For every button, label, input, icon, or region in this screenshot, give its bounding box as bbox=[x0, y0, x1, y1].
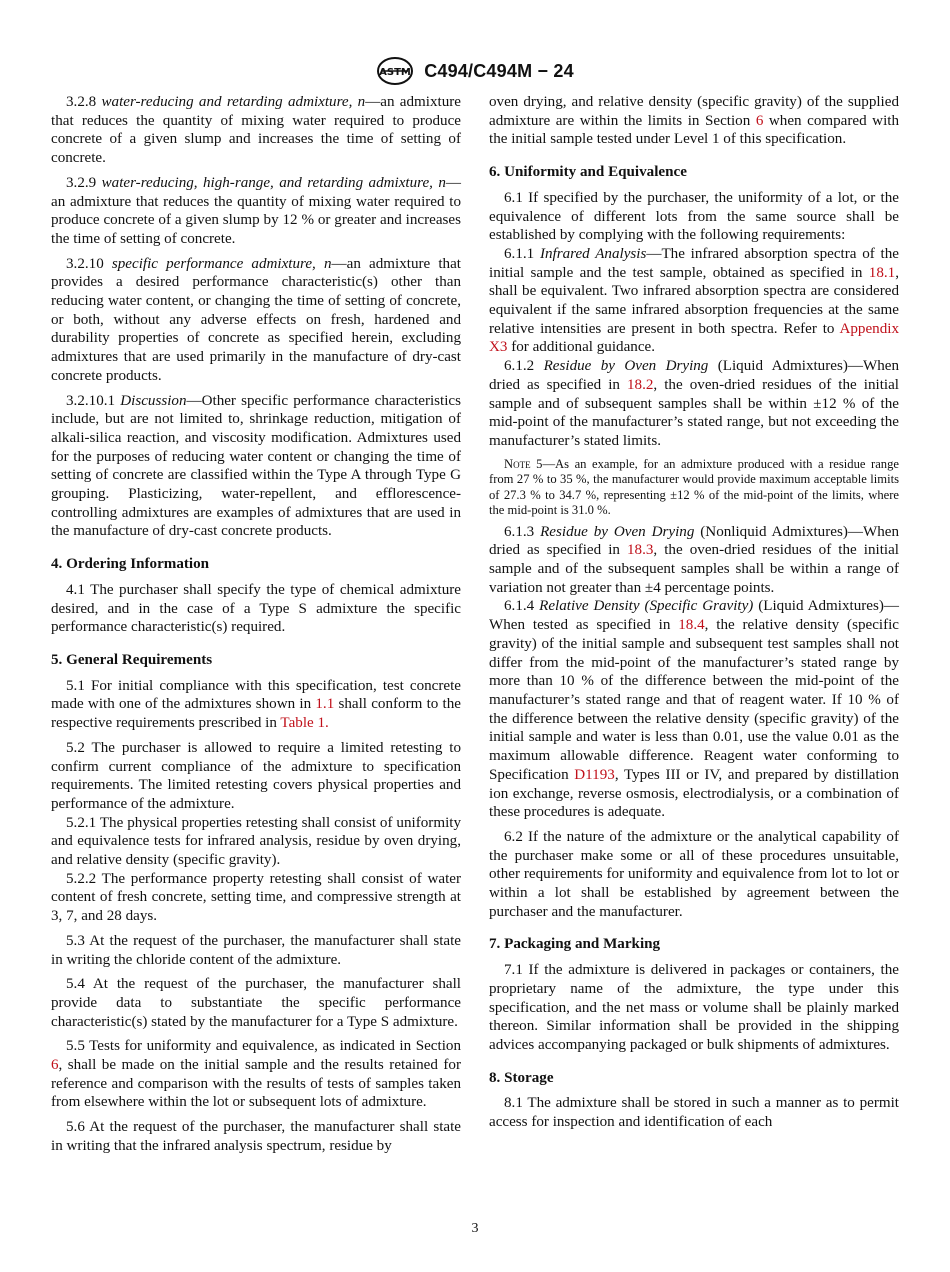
para-5-2: 5.2 The purchaser is allowed to require a limited retesting to confirm current compliance of the admixture to specification requirements. The limited retesting covers physical properties and performance of the admixture. bbox=[51, 739, 461, 812]
para-6-1-3: 6.1.3 Residue by Oven Drying (Nonliquid Admixtures)—When dried as specified in 18.3, the oven-dried residues of the initial sample and of the subsequent samples shall be within a range of variation not greater than ±4 percentage points. bbox=[489, 523, 899, 596]
para-3-2-10: 3.2.10 specific performance admixture, n—an admixture that provides a desired performance characteristic(s) other than reducing water content, or changing the time of setting of concrete, or both, without any adverse effects on fresh, hardened and durability properties of concrete as specified herein, excluding admixtures that are used primarily in the manufacture of dry-cast concrete products. bbox=[51, 255, 461, 384]
para-4-1: 4.1 The purchaser shall specify the type of chemical admixture desired, and in the case of a Type S admixture the specific performance characteristic(s) required. bbox=[51, 581, 461, 636]
link-appendix-x3[interactable]: Appendix X3 bbox=[489, 320, 899, 356]
link-table-1[interactable]: Table 1. bbox=[280, 715, 329, 732]
link-18-1[interactable]: 18.1 bbox=[868, 264, 896, 281]
para-5-2-1: 5.2.1 The physical properties retesting shall consist of uniformity and equivalence tests for infrared analysis, residue by oven drying, and relative density (specific gravity). bbox=[51, 814, 461, 869]
link-18-2[interactable]: 18.2 bbox=[627, 376, 654, 393]
link-1-1[interactable]: 1.1 bbox=[315, 696, 335, 713]
para-6-1-4: 6.1.4 Relative Density (Specific Gravity) (Liquid Admixtures)—When tested as specified in 18.4, the relative density (specific gravity) of the initial sample and subsequent test samples shall not differ from the mid-point of the manufacturer’s stated range by more than 10 % of the difference between the mid-point of the manufacturer’s stated range and that of reagent water. If 10 % of the difference between the relative density (specific gravity) of the initial sample and water is less than 0.01, use the value 0.01 as the maximum allowable difference. Reagent water conforming to Specification D1193, Types III or IV, and prepared by distillation ion exchange, reverse osmosis, electrodialysis, or a combination of these procedures is adequate. bbox=[489, 598, 900, 821]
para-8-1: 8.1 The admixture shall be stored in such a manner as to permit access for inspection and identification of each bbox=[489, 1095, 899, 1131]
link-18-3[interactable]: 18.3 bbox=[627, 542, 654, 559]
para-5-6-continued: oven drying, and relative density (specific gravity) of the supplied admixture are within the limits in Section 6 when compared with the initial sample tested under Level 1 of this specification. bbox=[489, 94, 900, 148]
para-5-5: 5.5 Tests for uniformity and equivalence, as indicated in Section 6, shall be made on the initial sample and the results retained for reference and comparison with the results of tests of samples taken from elsewhere within the lot or subsequent lots of admixture. bbox=[51, 1038, 461, 1111]
para-3-2-9: 3.2.9 water-reducing, high-range, and retarding admixture, n—an admixture that reduces the quantity of mixing water required to produce concrete of a given slump by 12 % or greater and increases the time of setting of concrete. bbox=[51, 174, 461, 247]
para-6-1: 6.1 If specified by the purchaser, the uniformity of a lot, or the equivalence of different lots from the same source shall be established by complying with the following requirements: bbox=[489, 189, 899, 244]
right-column bbox=[489, 93, 899, 1138]
link-section-6[interactable]: 6 bbox=[51, 1057, 59, 1074]
para-6-2: 6.2 If the nature of the admixture or the analytical capability of the purchaser make some or all of these procedures unsuitable, other requirements for uniformity and equivalence from lot to lot or within a lot shall be established by agreement between the purchaser and the manufacturer. bbox=[489, 828, 899, 920]
para-5-1: 5.1 For initial compliance with this specification, test concrete made with one of the admixtures shown in 1.1 shall conform to the respective requirements prescribed in Table 1. bbox=[51, 677, 461, 732]
astm-logo-icon bbox=[376, 56, 414, 86]
para-5-2-2: 5.2.2 The performance property retesting shall consist of water content of fresh concrete, setting time, and compressive strength at 3, 7, and 28 days. bbox=[51, 870, 461, 925]
para-5-4: 5.4 At the request of the purchaser, the manufacturer shall provide data to substantiate the specific performance characteristic(s) stated by the manufacturer for a Type S admixture. bbox=[51, 976, 461, 1030]
section-6-heading: 6. Uniformity and Equivalence bbox=[489, 164, 687, 181]
para-7-1: 7.1 If the admixture is delivered in packages or containers, the proprietary name of the admixture, the type under this specification, and the net mass or volume shall be plainly marked thereon. Similar information shall be provided in the shipping advices accompanying packaged or bulk shipments of admixtures. bbox=[489, 962, 899, 1053]
section-7-heading: 7. Packaging and Marking bbox=[489, 936, 661, 953]
para-3-2-10-1: 3.2.10.1 Discussion—Other specific performance characteristics include, but are not limited to, shrinkage reduction, mitigation of alkali-silica reaction, and viscosity modification. Admixtures used for the purposes of reducing water content or changing the time of setting of concrete are classified within the Type A through Type G grouping. Plasticizing, water-repellent, and efflorescence-controlling admixtures are examples of admixtures that are used in the manufacture of dry-cast concrete products. bbox=[51, 392, 461, 540]
section-4-heading: 4. Ordering Information bbox=[51, 556, 210, 573]
section-8-heading: 8. Storage bbox=[489, 1069, 554, 1086]
page-number: 3 bbox=[471, 1221, 479, 1236]
link-18-4[interactable]: 18.4 bbox=[678, 617, 705, 634]
designation-title: C494/C494M − 24 bbox=[424, 60, 574, 81]
para-5-3: 5.3 At the request of the purchaser, the manufacturer shall state in writing the chloride content of the admixture. bbox=[51, 932, 461, 968]
para-6-1-2: 6.1.2 Residue by Oven Drying (Liquid Admixtures)—When dried as specified in 18.2, the oven-dried residues of the initial sample and of subsequent samples shall be within ±12 % of the mid-point of the manufacturer’s stated range, but not exceeding the manufacturer’s stated limits. bbox=[489, 358, 899, 449]
left-column bbox=[51, 93, 461, 1162]
para-5-6: 5.6 At the request of the purchaser, the manufacturer shall state in writing that the infrared analysis spectrum, residue by bbox=[51, 1119, 461, 1154]
link-d1193[interactable]: D1193 bbox=[574, 766, 615, 783]
note-5: Note 5—As an example, for an admixture produced with a residue range from 27 % to 35 %, the manufacturer would provide maximum acceptable limits of 27.3 % to 34.7 %, representing ±12 % of the mid-point of the limits, where the mid-point is 31.0 %. bbox=[489, 456, 899, 518]
para-3-2-8: 3.2.8 water-reducing and retarding admixture, n—an admixture that reduces the quantity of mixing water required to produce concrete of a given slump and increases the time of setting of concrete. bbox=[51, 94, 461, 167]
page-header bbox=[0, 56, 950, 86]
link-section-6-b[interactable]: 6 bbox=[755, 112, 764, 129]
section-5-heading: 5. General Requirements bbox=[51, 651, 213, 668]
svg-text:ASTM: ASTM bbox=[379, 67, 412, 78]
para-6-1-1: 6.1.1 Infrared Analysis—The infrared absorption spectra of the initial sample and the test sample, obtained as specified in 18.1, shall be equivalent. Two infrared absorption spectra are considered equivalent if the same infrared absorption frequencies at the same relative intensities are present in both spectra. Refer to Appendix X3 for additional guidance. bbox=[489, 245, 899, 356]
